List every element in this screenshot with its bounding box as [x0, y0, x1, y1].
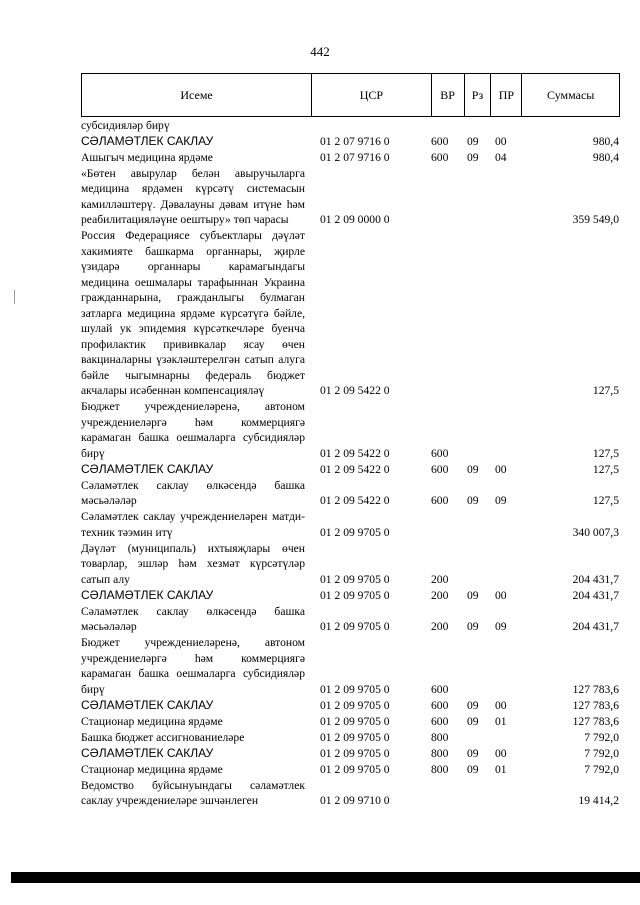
cell-name: Бюджет учреждениеләренә, автоном учреждениеләргә һәм коммерциягә карамаган башка оешмаларга субсидияләр бирү	[81, 636, 305, 696]
cell-csr: 01 2 09 9705 0	[320, 714, 390, 728]
cell-name: СӘЛАМӘТЛЕК САКЛАУ	[81, 587, 214, 602]
table-row	[81, 635, 620, 698]
table-row	[81, 540, 620, 587]
table-row	[81, 745, 620, 761]
cell-csr: 01 2 09 9705 0	[320, 525, 390, 539]
cell-name: Бюджет учреждениеләренә, автоном учреждениеләргә һәм коммерциягә карамаган башка оешмаларга субсидияләр бирү	[81, 400, 305, 460]
cell-pr: 00	[495, 462, 507, 476]
cell-vr: 600	[431, 150, 449, 164]
cell-csr: 01 2 07 9716 0	[320, 134, 390, 148]
cell-name: «Бөтен авырулар белән авыручыларга медицина ярдәмен күрсәтү системасын камилләштерү. Дәвалауны дәвам итүне һәм реабилитацияләүне оештыру» төп чарасы	[81, 166, 305, 226]
cell-rz: 09	[467, 620, 479, 633]
cell-name: Сәламәтлек саклау учреждениеләрен матди-техник тәэмин итү	[81, 510, 305, 539]
cell-csr: 01 2 09 9705 0	[320, 746, 390, 760]
cell-csr: 01 2 09 5422 0	[320, 494, 390, 507]
cell-vr: 800	[431, 730, 449, 744]
cell-vr: 600	[431, 698, 449, 712]
cell-name: Стационар медицина ярдәме	[81, 762, 223, 776]
cell-csr: 01 2 09 9705 0	[320, 682, 390, 696]
cell-rz: 09	[467, 462, 479, 476]
cell-vr: 800	[431, 762, 449, 776]
table-row	[81, 149, 620, 165]
header-sum: Суммасы	[521, 74, 619, 116]
table-row	[81, 133, 620, 149]
table-row	[81, 697, 620, 713]
cell-sum: 7 792,0	[584, 730, 619, 744]
cell-vr: 200	[431, 588, 449, 602]
cell-sum: 127,5	[592, 384, 619, 397]
table-row	[81, 477, 620, 509]
table-row	[81, 399, 620, 462]
table-row	[81, 777, 620, 809]
cell-rz: 09	[467, 762, 479, 776]
header-csr: ЦСР	[311, 74, 431, 116]
page-number: 442	[310, 44, 330, 59]
cell-name: СӘЛАМӘТЛЕК САКЛАУ	[81, 745, 214, 760]
cell-name: субсидияләр бирү	[81, 118, 170, 132]
cell-rz: 09	[467, 150, 479, 164]
cell-name: Ашыгыч медицина ярдәме	[81, 150, 213, 164]
cell-sum: 127 783,6	[572, 698, 619, 712]
cell-csr: 01 2 09 9710 0	[320, 794, 390, 807]
cell-sum: 127,5	[592, 494, 619, 507]
cell-sum: 7 792,0	[584, 746, 619, 760]
cell-rz: 09	[467, 746, 479, 760]
cell-vr: 600	[431, 494, 449, 507]
cell-sum: 127 783,6	[572, 714, 619, 728]
cell-name: Сәламәтлек саклау өлкәсендә башка мәсьәләләр	[81, 478, 305, 507]
table-row	[81, 165, 620, 228]
cell-csr: 01 2 09 9705 0	[320, 588, 390, 602]
cell-name: СӘЛАМӘТЛЕК САКЛАУ	[81, 461, 214, 476]
cell-pr: 01	[495, 714, 507, 728]
cell-rz: 09	[467, 588, 479, 602]
cell-sum: 359 549,0	[572, 213, 619, 226]
header-pr: ПР	[490, 74, 521, 116]
cell-csr: 01 2 09 9705 0	[320, 698, 390, 712]
cell-name: Башка бюджет ассигнованиеләре	[81, 730, 245, 744]
cell-csr: 01 2 09 5422 0	[320, 446, 390, 460]
cell-pr: 00	[495, 698, 507, 712]
cell-rz: 09	[467, 494, 479, 507]
cell-pr: 00	[495, 746, 507, 760]
cell-rz: 09	[467, 134, 479, 148]
cell-pr: 00	[495, 134, 507, 148]
cell-name: Стационар медицина ярдәме	[81, 714, 223, 728]
cell-vr: 200	[431, 572, 449, 586]
cell-name: Дәүләт (муниципаль) ихтыяҗлары өчен товарлар, эшләр һәм хезмәт күрсәтүләр сатып алу	[81, 541, 305, 586]
cell-sum: 204 431,7	[572, 588, 619, 602]
margin-mark	[14, 290, 15, 304]
table-row	[81, 461, 620, 477]
cell-sum: 204 431,7	[572, 620, 619, 633]
table-body	[81, 117, 620, 809]
cell-vr: 600	[431, 134, 449, 148]
scan-bottom-border	[11, 872, 640, 883]
cell-csr: 01 2 09 9705 0	[320, 572, 390, 586]
cell-name: Сәламәтлек саклау өлкәсендә башка мәсьәләләр	[81, 604, 305, 633]
cell-csr: 01 2 07 9716 0	[320, 150, 390, 164]
table-row	[81, 603, 620, 635]
cell-sum: 127 783,6	[572, 682, 619, 696]
cell-pr: 01	[495, 762, 507, 776]
cell-csr: 01 2 09 9705 0	[320, 620, 390, 633]
cell-csr: 01 2 09 0000 0	[320, 213, 390, 226]
cell-csr: 01 2 09 9705 0	[320, 730, 390, 744]
table-row	[81, 117, 620, 133]
cell-rz: 09	[467, 698, 479, 712]
cell-csr: 01 2 09 5422 0	[320, 384, 390, 397]
table-row	[81, 729, 620, 745]
cell-vr: 600	[431, 682, 449, 696]
cell-pr: 04	[495, 150, 507, 164]
cell-rz: 09	[467, 714, 479, 728]
cell-csr: 01 2 09 5422 0	[320, 462, 390, 476]
cell-vr: 600	[431, 446, 449, 460]
cell-vr: 800	[431, 746, 449, 760]
budget-table	[81, 73, 620, 809]
cell-sum: 980,4	[592, 150, 619, 164]
cell-sum: 980,4	[592, 134, 619, 148]
table-row	[81, 228, 620, 399]
table-row	[81, 509, 620, 541]
cell-sum: 204 431,7	[572, 572, 619, 586]
cell-pr: 09	[495, 620, 507, 633]
cell-sum: 127,5	[592, 446, 619, 460]
header-vr: ВР	[431, 74, 464, 116]
table-row	[81, 761, 620, 777]
cell-name: Россия Федерациясе субъектлары дәүләт хакимияте башкарма органнары, җирле үзидарә органнары карамагындагы медицина оешмалары тарафыннан Украина гражданнарына, гражданлыгы булмаган затларга медицина ярдәме күрсәтүгә бәйле, шулай ук эпидемия күрсәткечләре буенча профилактик прививкалар ясау өчен вакциналарны үзәкләштерелгән сатып алуга бәйле чыгымнарны федераль бюджет акчалары исәбеннән компенсацияләү	[81, 229, 305, 397]
header-name: Исеме	[180, 87, 213, 102]
table-header	[81, 73, 620, 117]
cell-vr: 600	[431, 462, 449, 476]
cell-sum: 127,5	[592, 462, 619, 476]
table-row	[81, 713, 620, 729]
cell-name: СӘЛАМӘТЛЕК САКЛАУ	[81, 697, 214, 712]
cell-name: Ведомство буйсынуындагы сәламәтлек саклау учреждениеләре эшчәнлеген	[81, 778, 305, 807]
cell-pr: 00	[495, 588, 507, 602]
cell-sum: 7 792,0	[584, 762, 619, 776]
cell-name: СӘЛАМӘТЛЕК САКЛАУ	[81, 133, 214, 148]
cell-sum: 19 414,2	[578, 794, 619, 807]
cell-csr: 01 2 09 9705 0	[320, 762, 390, 776]
cell-vr: 200	[431, 620, 449, 633]
cell-vr: 600	[431, 714, 449, 728]
cell-sum: 340 007,3	[572, 525, 619, 539]
header-rz: Рз	[464, 74, 491, 116]
cell-pr: 09	[495, 494, 507, 507]
table-row	[81, 587, 620, 603]
